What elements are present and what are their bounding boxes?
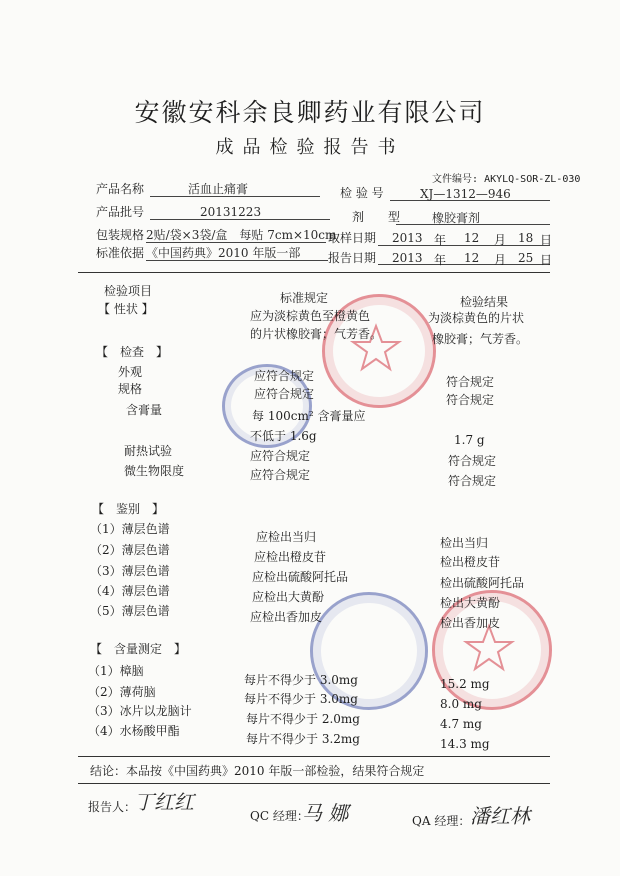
qc-manager-signature: 马 娜: [302, 801, 349, 825]
inspection-no-label: 检 验 号: [340, 186, 384, 200]
document-title: 成品检验报告书: [215, 137, 405, 158]
check-item: 含膏量: [126, 403, 163, 417]
section-checks: 【 检查 】: [96, 345, 169, 359]
file-number-label: 文件编号:: [432, 174, 479, 185]
sample-date-label: 取样日期: [328, 231, 377, 245]
assay-item: （4）水杨酸甲酯: [88, 724, 180, 738]
check-standard: 应符合规定: [250, 449, 311, 463]
check-result: 符合规定: [446, 375, 495, 389]
column-standard: 标准规定: [280, 291, 329, 305]
column-result: 检验结果: [460, 295, 509, 309]
traits-standard-line1: 应为淡棕黄色至橙黄色: [250, 309, 371, 323]
assay-item: （2）薄荷脑: [88, 685, 156, 699]
batch-value: 20131223: [200, 205, 262, 219]
assay-standard: 每片不得少于 3.2mg: [246, 732, 360, 746]
identification-item: （4）薄层色谱: [90, 584, 170, 598]
qa-manager-signature: 潘红林: [470, 804, 530, 828]
check-item: 耐热试验: [124, 444, 173, 458]
check-item: 规格: [118, 382, 143, 396]
company-name: 安徽安科余良卿药业有限公司: [134, 98, 486, 127]
reporter-signature: 丁红红: [134, 790, 194, 814]
identification-item: （1）薄层色谱: [90, 522, 170, 536]
report-year: 2013: [392, 251, 423, 265]
conclusion: 结论：本品按《中国药典》2010 年版一部检验，结果符合规定: [90, 764, 425, 778]
check-item: 外观: [118, 365, 143, 379]
file-number: [432, 170, 580, 185]
column-item: 检验项目: [104, 284, 153, 298]
identification-item: （2）薄层色谱: [90, 543, 170, 557]
file-number-value: AKYLQ-SOR-ZL-030: [484, 174, 581, 185]
traits-result-line1: 为淡棕黄色的片状: [428, 311, 525, 325]
assay-item: （3）冰片以龙脑计: [88, 704, 192, 718]
report-month: 12: [464, 251, 480, 265]
product-name-label: 产品名称: [96, 182, 145, 196]
assay-result: 14.3 mg: [440, 737, 490, 751]
assay-standard: 每片不得少于 3.0mg: [244, 673, 358, 687]
check-standard: 应符合规定: [254, 369, 315, 383]
product-name-value: 活血止痛膏: [188, 182, 249, 196]
conclusion-divider-top: [78, 756, 550, 757]
traits-standard-line2: 的片状橡胶膏；气芳香。: [250, 327, 383, 341]
assay-result: 4.7 mg: [440, 717, 482, 731]
reporter-label: 报告人：: [88, 800, 137, 814]
report-month-unit: 月: [494, 253, 507, 267]
report-day: 25: [518, 251, 534, 265]
check-result: 符合规定: [448, 474, 497, 488]
identification-item: （5）薄层色谱: [90, 604, 170, 618]
identification-standard: 应检出香加皮: [250, 610, 323, 624]
identification-result: 检出当归: [440, 536, 489, 550]
check-item: 微生物限度: [124, 464, 185, 478]
sample-year: 2013: [392, 231, 423, 245]
basis-value: 《中国药典》2010 年版一部: [146, 246, 301, 260]
batch-label: 产品批号: [96, 205, 145, 219]
basis-label: 标准依据: [96, 246, 145, 260]
assay-item: （1）樟脑: [88, 664, 144, 678]
traits-result-line2: 橡胶膏；气芳香。: [432, 332, 529, 346]
sample-day: 18: [518, 231, 534, 245]
check-standard: 应符合规定: [250, 468, 311, 482]
dosage-label: 剂 型: [352, 210, 401, 224]
sample-month-unit: 月: [494, 233, 507, 247]
batch-underline: [150, 219, 330, 220]
spec-value: 2贴/袋×3袋/盒 每贴 7cm×10cm: [146, 228, 337, 242]
identification-standard: 应检出橙皮苷: [254, 550, 327, 564]
section-assay: 【 含量测定 】: [90, 642, 187, 656]
identification-result: 检出大黄酚: [440, 596, 501, 610]
sample-day-unit: 日: [540, 233, 553, 247]
check-result: 符合规定: [446, 393, 495, 407]
identification-result: 检出硫酸阿托品: [440, 576, 525, 590]
identification-result: 检出香加皮: [440, 616, 501, 630]
dosage-value: 橡胶膏剂: [432, 211, 481, 225]
spec-underline: [146, 242, 326, 243]
qa-manager-label: QA 经理：: [412, 814, 471, 828]
inspection-no-value: XJ—1312—946: [420, 187, 511, 201]
assay-standard: 每片不得少于 3.0mg: [244, 692, 358, 706]
identification-standard: 应检出当归: [256, 530, 317, 544]
report-year-unit: 年: [434, 253, 447, 267]
assay-result: 15.2 mg: [440, 677, 490, 691]
report-day-unit: 日: [540, 253, 553, 267]
identification-item: （3）薄层色谱: [90, 564, 170, 578]
section-traits: 【 性状 】: [98, 302, 154, 316]
conclusion-divider-bottom: [78, 783, 550, 784]
sample-month: 12: [464, 231, 480, 245]
check-result: 符合规定: [448, 454, 497, 468]
check-standard: 每 100cm² 含膏量应: [252, 409, 366, 423]
section-identification: 【 鉴别 】: [92, 502, 165, 516]
header-divider: [78, 272, 550, 273]
assay-standard: 每片不得少于 2.0mg: [246, 712, 360, 726]
sample-year-unit: 年: [434, 233, 447, 247]
qc-manager-label: QC 经理：: [250, 809, 309, 823]
identification-standard: 应检出大黄酚: [252, 590, 325, 604]
identification-standard: 应检出硫酸阿托品: [252, 570, 349, 584]
assay-result: 8.0 mg: [440, 697, 482, 711]
report-date-label: 报告日期: [328, 251, 377, 265]
check-standard: 不低于 1.6g: [250, 429, 317, 443]
sample-date-underline: [378, 245, 550, 246]
check-result: 1.7 g: [454, 433, 485, 447]
spec-label: 包装规格: [96, 228, 145, 242]
identification-result: 检出橙皮苷: [440, 555, 501, 569]
check-standard: 应符合规定: [254, 387, 315, 401]
